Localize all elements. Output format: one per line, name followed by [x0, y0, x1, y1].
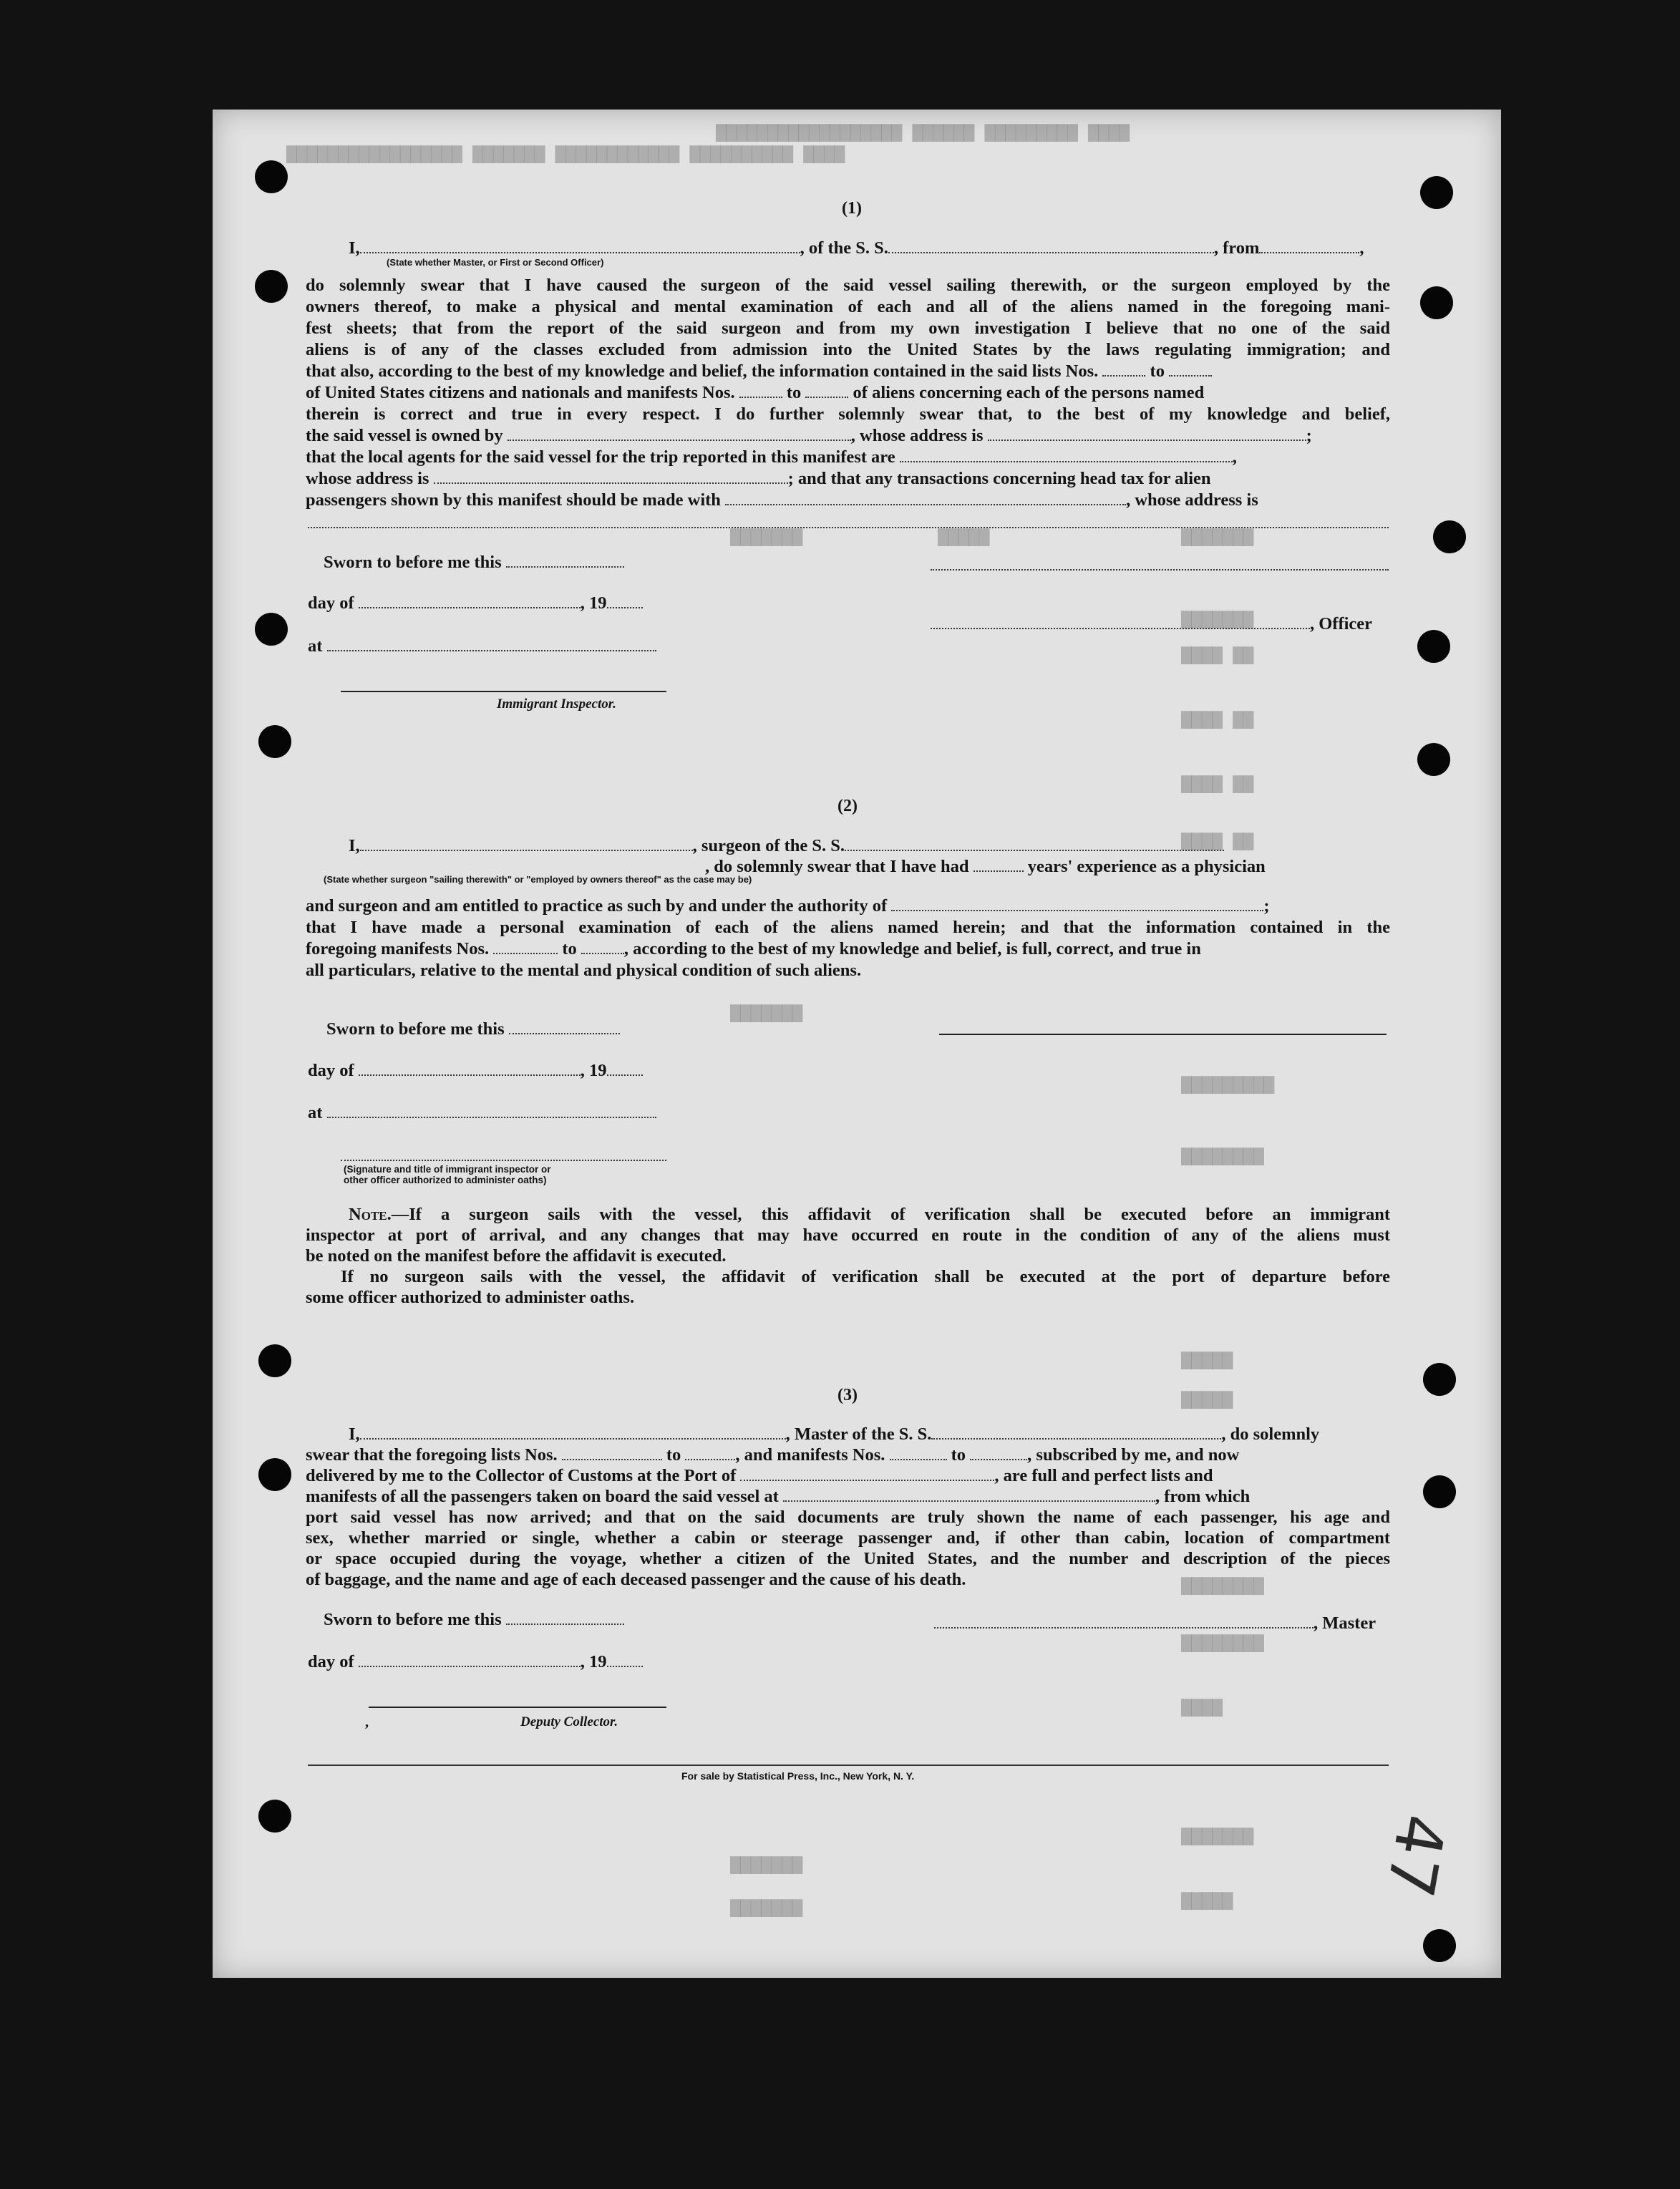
bleed-through: ▇▇ ▇▇▇▇: [1181, 711, 1254, 730]
punch-hole: [258, 725, 291, 758]
comma: ,: [365, 1714, 369, 1730]
bleed-through: ▇▇▇▇▇▇▇▇▇: [1181, 1076, 1275, 1095]
note-text: be noted on the manifest before the affidavit is executed.: [306, 1246, 727, 1266]
officer-signature-line: [931, 569, 1389, 571]
handwritten-page-number: 47: [1371, 1808, 1460, 1903]
oath-text-line: that also, according to the best of my knowledge and belief, the information contained in the said lists Nos. to: [306, 361, 1390, 382]
signature-caption: other officer authorized to administer oaths): [344, 1175, 547, 1185]
printer-footer: For sale by Statistical Press, Inc., New York, N. Y.: [681, 1770, 915, 1782]
punch-hole: [255, 613, 288, 646]
bleed-through: ▇▇▇▇▇▇▇▇: [1181, 1634, 1264, 1654]
signature-line: [369, 1707, 666, 1708]
note-text: some officer authorized to administer oaths.: [306, 1288, 635, 1307]
at-line: at: [308, 1102, 656, 1123]
punch-hole: [1420, 286, 1453, 319]
inspector-label: Immigrant Inspector.: [497, 696, 616, 712]
oath-text-line: fest sheets; that from the report of the said surgeon and from my own investigation I believe that no one of the said: [306, 319, 1390, 338]
field-caption: (State whether surgeon "sailing therewith" or "employed by owners thereof" as the case may be): [324, 874, 752, 885]
oath-line: delivered by me to the Collector of Customs at the Port of , are full and perfect lists and: [306, 1466, 1213, 1485]
oath-text-line: that the local agents for the said vessel for the trip reported in this manifest are ,: [306, 447, 1237, 467]
bleed-through: ▇▇▇▇ ▇▇▇▇▇▇▇▇▇ ▇▇▇▇▇▇ ▇▇▇▇▇▇▇▇▇▇▇▇▇▇▇▇▇▇: [716, 124, 1130, 143]
punch-hole: [1423, 1363, 1456, 1396]
section-number: (1): [842, 199, 862, 218]
bleed-through: ▇▇▇▇▇▇▇▇: [1181, 1147, 1264, 1167]
oath-line: I, , surgeon of the S. S.: [349, 835, 1390, 856]
bleed-through: ▇▇▇▇▇: [1181, 1892, 1233, 1911]
note-text: If no surgeon sails with the vessel, the affidavit of verification shall be executed at the port of departure before: [341, 1267, 1390, 1286]
bleed-through: ▇▇▇▇▇▇▇: [1181, 528, 1254, 548]
oath-text-line: of baggage, and the name and age of each deceased passenger and the cause of his death.: [306, 1570, 966, 1589]
day-of-line: day of , 19: [308, 1651, 643, 1672]
oath-line: , do solemnly swear that I have had years' experience as a physician: [705, 857, 1266, 876]
oath-line: swear that the foregoing lists Nos. to , and manifests Nos. to , subscribed by me, and now: [306, 1445, 1240, 1465]
punch-hole: [1423, 1475, 1456, 1508]
punch-hole: [258, 1458, 291, 1491]
day-of-line: day of , 19: [308, 593, 643, 613]
punch-hole: [1417, 743, 1450, 776]
master-line: , Master: [934, 1613, 1376, 1634]
address-line: [308, 527, 1389, 528]
section-number: (2): [837, 797, 858, 815]
officer-line: , Officer: [931, 613, 1372, 634]
section-number: (3): [837, 1386, 858, 1404]
bleed-through: ▇▇▇▇▇▇▇: [1181, 1828, 1254, 1847]
punch-hole: [1423, 1929, 1456, 1962]
punch-hole: [1417, 630, 1450, 663]
bleed-through: ▇▇▇▇▇▇▇: [730, 1899, 803, 1918]
oath-text-line: that I have made a personal examination of each of the aliens named herein; and that the information contained in the: [306, 918, 1390, 937]
oath-text-line: foregoing manifests Nos. to , according to the best of my knowledge and belief, is full, correct, and true in: [306, 939, 1201, 958]
bleed-through: ▇▇▇▇▇▇▇▇: [1181, 1577, 1264, 1596]
bleed-through: ▇▇▇▇▇: [1181, 1351, 1233, 1371]
oath-text-line: whose address is ; and that any transactions concerning head tax for alien: [306, 469, 1211, 488]
punch-hole: [258, 1344, 291, 1377]
footer-rule: [308, 1765, 1389, 1766]
punch-hole: [255, 270, 288, 303]
signature-line: [341, 1160, 666, 1161]
oath-line: I, , Master of the S. S. , do solemnly: [349, 1424, 1320, 1444]
oath-text-line: do solemnly swear that I have caused the surgeon of the said vessel sailing therewith, or the surgeon employed by the: [306, 276, 1390, 295]
bleed-through: ▇▇▇▇▇▇▇: [1181, 611, 1254, 630]
day-of-line: day of , 19: [308, 1060, 643, 1081]
oath-line: manifests of all the passengers taken on board the said vessel at , from which: [306, 1487, 1251, 1506]
field-caption: (State whether Master, or First or Second Officer): [387, 257, 604, 268]
collector-label: Deputy Collector.: [520, 1714, 618, 1729]
sworn-line: Sworn to before me this: [324, 1609, 624, 1630]
punch-hole: [1433, 520, 1466, 553]
signature-caption: (Signature and title of immigrant inspector or: [344, 1164, 551, 1175]
oath-text-line: or space occupied during the voyage, whether a citizen of the United States, and the number and description of the pieces: [306, 1549, 1390, 1568]
oath-text-line: of United States citizens and nationals and manifests Nos. to of aliens concerning each of the persons named: [306, 383, 1205, 402]
oath-text-line: all particulars, relative to the mental and physical condition of such aliens.: [306, 961, 862, 980]
note-text: inspector at port of arrival, and any changes that may have occurred en route in the condition of any of the aliens must: [306, 1225, 1390, 1245]
punch-hole: [255, 160, 288, 193]
bleed-through: ▇▇▇▇ ▇▇▇▇▇▇▇▇▇▇ ▇▇▇▇▇▇▇▇▇▇▇▇ ▇▇▇▇▇▇▇ ▇▇▇▇▇▇▇▇▇▇▇▇▇▇▇▇▇: [286, 145, 845, 165]
note-text: Note.—If a surgeon sails with the vessel, this affidavit of verification shall be executed before an immigrant: [349, 1205, 1390, 1224]
surgeon-signature-line: [939, 1034, 1387, 1035]
oath-text-line: aliens is of any of the classes excluded from admission into the United States by the laws regulating immigration; and: [306, 340, 1390, 359]
oath-text-line: port said vessel has now arrived; and that on the said documents are truly shown the name of each passenger, his age and: [306, 1508, 1390, 1527]
signature-line: [341, 691, 666, 692]
at-line: at: [308, 636, 656, 656]
bleed-through: ▇▇▇▇▇: [1181, 1391, 1233, 1410]
bleed-through: ▇▇▇▇▇▇▇: [730, 1856, 803, 1875]
bleed-through: ▇▇ ▇▇▇▇: [1181, 646, 1254, 666]
oath-text-line: therein is correct and true in every respect. I do further solemnly swear that, to the best of my knowledge and belief,: [306, 404, 1390, 424]
bleed-through: ▇▇▇▇▇▇▇: [730, 528, 803, 548]
sworn-line: Sworn to before me this: [324, 552, 624, 573]
bleed-through: ▇▇▇▇: [1181, 1699, 1223, 1718]
oath-text-line: passengers shown by this manifest should be made with , whose address is: [306, 490, 1258, 510]
bleed-through: ▇▇ ▇▇▇▇: [1181, 833, 1254, 852]
punch-hole: [258, 1800, 291, 1833]
sworn-line: Sworn to before me this: [326, 1019, 620, 1039]
oath-text-line: owners thereof, to make a physical and mental examination of each and all of the aliens named in the foregoing mani-: [306, 297, 1390, 316]
bleed-through: ▇▇▇▇▇▇▇: [730, 1004, 803, 1024]
punch-hole: [1420, 176, 1453, 209]
bleed-through: ▇▇▇▇▇: [938, 528, 990, 548]
oath-text-line: the said vessel is owned by , whose address is ;: [306, 426, 1312, 445]
oath-line: I, , of the S. S. , from ,: [349, 238, 1364, 258]
bleed-through: ▇▇ ▇▇▇▇: [1181, 775, 1254, 795]
oath-text-line: and surgeon and am entitled to practice as such by and under the authority of ;: [306, 896, 1270, 916]
oath-text-line: sex, whether married or single, whether a cabin or steerage passenger and, if other than cabin, location of compartment: [306, 1528, 1390, 1548]
